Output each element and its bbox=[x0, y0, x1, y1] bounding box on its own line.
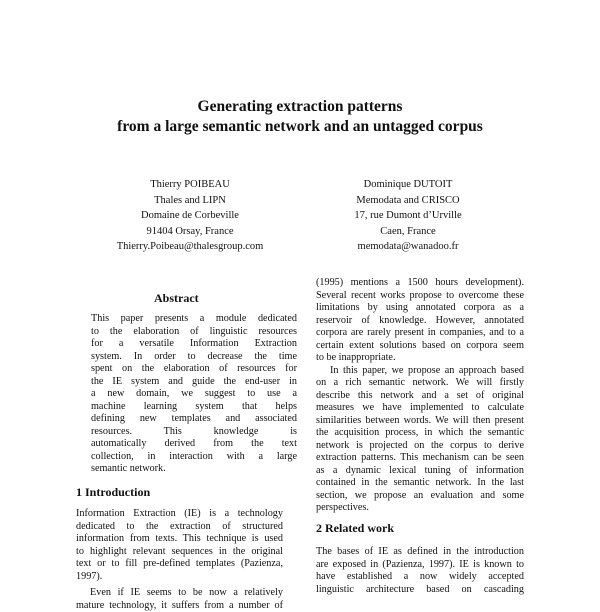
text-line: limitations by using annotated corpora as a bbox=[316, 302, 524, 315]
text-line: perspectives. bbox=[316, 502, 524, 515]
text-line: the IE system and guide the end-user in bbox=[91, 376, 297, 389]
author-address: 91404 Orsay, France bbox=[95, 224, 285, 240]
text-line: a new domain, we suggest to use a bbox=[91, 388, 297, 401]
text-line: are exposed in (Pazienza, 1997). IE is known to bbox=[316, 559, 524, 572]
text-line: This paper presents a module dedicated bbox=[91, 313, 297, 326]
text-line: describe this network and a set of original bbox=[316, 390, 524, 403]
text-line: certain extent solutions based on corpora seem bbox=[316, 340, 524, 353]
paper-title bbox=[0, 97, 600, 137]
text-line: 1997). bbox=[76, 571, 283, 584]
text-line: automatically derived from the text bbox=[91, 438, 297, 451]
related-work-heading: 2 Related work bbox=[316, 521, 394, 535]
author-email: memodata@wanadoo.fr bbox=[308, 239, 508, 255]
text-line: section, we propose an evaluation and some bbox=[316, 490, 524, 503]
text-line: information from texts. This technique is used bbox=[76, 533, 283, 546]
text-line: on a rich semantic network. We will firstly bbox=[316, 377, 524, 390]
author-name: Thierry POIBEAU bbox=[95, 177, 285, 193]
text-line: network is projected on the corpus to derive bbox=[316, 440, 524, 453]
author-affiliation: Thales and LIPN bbox=[95, 193, 285, 209]
text-line: system. In order to decrease the time bbox=[91, 351, 297, 364]
text-line: similarities between words. We will then present bbox=[316, 415, 524, 428]
text-line: to the elaboration of linguistic resources bbox=[91, 326, 297, 339]
text-line: Several recent works propose to overcome these bbox=[316, 290, 524, 303]
text-line: to be inappropriate. bbox=[316, 352, 524, 365]
text-line: In this paper, we propose an approach based bbox=[316, 365, 524, 378]
author-address: Domaine de Corbeville bbox=[95, 208, 285, 224]
introduction-body bbox=[76, 508, 283, 612]
text-line: dedicated to the extraction of structured bbox=[76, 521, 283, 534]
author-affiliation: Memodata and CRISCO bbox=[308, 193, 508, 209]
abstract-body bbox=[91, 313, 297, 476]
introduction-heading: 1 Introduction bbox=[76, 485, 150, 499]
text-line: Information Extraction (IE) is a technology bbox=[76, 508, 283, 521]
author-address: 17, rue Dumont d’Urville bbox=[308, 208, 508, 224]
text-line: to highlight relevant sequences in the original bbox=[76, 546, 283, 559]
author-name: Dominique DUTOIT bbox=[308, 177, 508, 193]
author-email: Thierry.Poibeau@thalesgroup.com bbox=[95, 239, 285, 255]
title-line: from a large semantic network and an untagged corpus bbox=[0, 117, 600, 137]
text-line: linguistic architecture based on cascading bbox=[316, 584, 524, 597]
abstract-heading: Abstract bbox=[154, 291, 199, 305]
text-line: mature technology, it suffers from a number of bbox=[76, 600, 283, 612]
text-line: collection, in interaction with a large bbox=[91, 451, 297, 464]
text-line: measures we have implemented to calculate bbox=[316, 402, 524, 415]
text-line: spent on the elaboration of resources for bbox=[91, 363, 297, 376]
text-line: (1995) mentions a 1500 hours development). bbox=[316, 277, 524, 290]
related-work-body bbox=[316, 546, 524, 596]
text-line: corpora are rarely present in companies, and to a bbox=[316, 327, 524, 340]
text-line: Even if IE seems to be now a relatively bbox=[76, 587, 283, 600]
text-line: defining new templates and associated bbox=[91, 413, 297, 426]
text-line: machine learning system that helps bbox=[91, 401, 297, 414]
text-line: reservoir of knowledge. However, annotated bbox=[316, 315, 524, 328]
text-line: extraction patterns. This mechanism can be seen bbox=[316, 452, 524, 465]
text-line: The bases of IE as defined in the introduction bbox=[316, 546, 524, 559]
right-column-body bbox=[316, 277, 524, 515]
text-line: for a versatile Information Extraction bbox=[91, 338, 297, 351]
text-line: contained in the semantic network. In the last bbox=[316, 477, 524, 490]
author-block-2 bbox=[308, 177, 508, 255]
author-address: Caen, France bbox=[308, 224, 508, 240]
author-block-1 bbox=[95, 177, 285, 255]
title-line: Generating extraction patterns bbox=[0, 97, 600, 117]
text-line: semantic network. bbox=[91, 463, 297, 476]
text-line: as a dynamic lexical tuning of information bbox=[316, 465, 524, 478]
text-line: text or to fill pre-defined templates (Pazienza, bbox=[76, 558, 283, 571]
text-line: resources. This knowledge is bbox=[91, 426, 297, 439]
text-line: have established a now widely accepted bbox=[316, 571, 524, 584]
text-line: the acquisition process, in which the semantic bbox=[316, 427, 524, 440]
